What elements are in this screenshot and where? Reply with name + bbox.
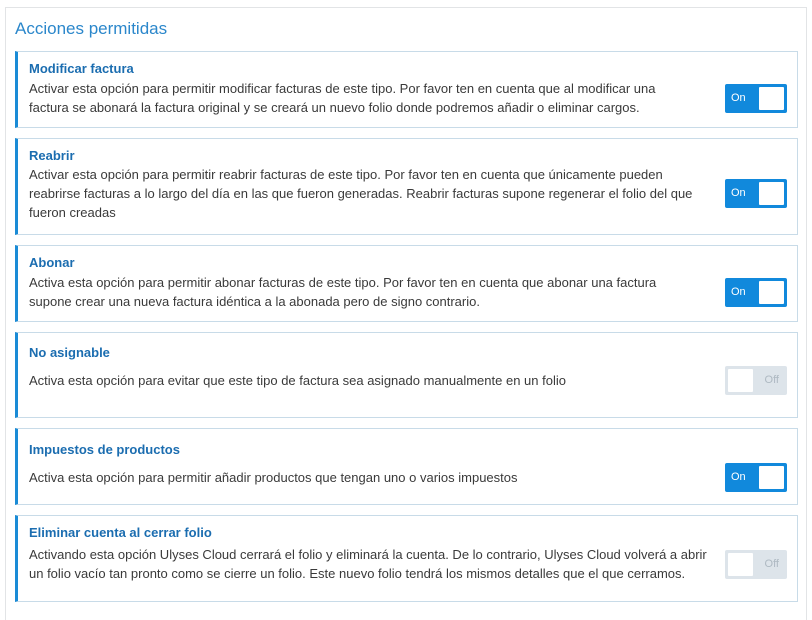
action-description [29, 468, 725, 487]
action-row [29, 459, 787, 495]
description-line: Activa esta opción para evitar que este tipo de factura sea asignado manualmente en un folio [29, 372, 566, 388]
description-line: fueron creadas [29, 205, 116, 220]
action-row [29, 542, 787, 583]
description-line: Activando esta opción Ulyses Cloud cerrará el folio y eliminará la cuenta. De lo contrario, Ulyses Cloud volverá a abrir [29, 547, 707, 562]
description-line: Activar esta opción para permitir modificar facturas de este tipo. Por favor ten en cuenta que al modificar una [29, 81, 656, 96]
description-line: factura se abonará la factura original y se creará un nuevo folio donde podremos añadir o eliminar cargos. [29, 100, 640, 115]
action-card-no-asignable [15, 332, 798, 418]
action-row [29, 272, 787, 312]
toggle-label: On [731, 187, 746, 199]
toggle-knob[interactable] [728, 553, 753, 576]
action-card-eliminar-cuenta [15, 515, 798, 602]
action-row [29, 362, 787, 398]
action-card-impuestos-de-productos [15, 428, 798, 505]
action-card-abonar [15, 245, 798, 322]
toggle-knob[interactable] [759, 466, 784, 489]
toggle-reabrir[interactable] [725, 179, 787, 208]
action-title: Reabrir [29, 148, 75, 163]
action-title: No asignable [29, 345, 110, 360]
action-title: Modificar factura [29, 61, 134, 76]
toggle-label: Off [764, 557, 779, 570]
description-line: reabrirse facturas a lo largo del día en las que fueron generadas. Reabrir facturas supone regenerar el folio del que [29, 186, 693, 201]
toggle-impuestos-de-productos[interactable] [725, 463, 787, 492]
action-row [29, 165, 787, 222]
toggle-label: Off [764, 373, 779, 386]
action-description [29, 545, 725, 583]
action-title: Impuestos de productos [29, 442, 180, 457]
toggle-knob[interactable] [728, 369, 753, 392]
description-line: supone crear una nueva factura idéntica a la abonada pero de signo contrario. [29, 294, 480, 309]
toggle-modificar-factura[interactable] [725, 84, 787, 113]
toggle-label: On [731, 285, 746, 298]
allowed-actions-panel [5, 7, 807, 620]
toggle-no-asignable[interactable] [725, 366, 787, 395]
section-title: Acciones permitidas [15, 19, 168, 38]
toggle-knob[interactable] [759, 281, 784, 304]
toggle-label: On [731, 470, 746, 483]
toggle-abonar[interactable] [725, 278, 787, 307]
toggle-label: On [731, 91, 746, 104]
description-line: un folio vacío tan pronto como se cierre un folio. Este nuevo folio tendrá los mismos detalles que el que cerramos. [29, 566, 686, 581]
action-description [29, 79, 725, 117]
toggle-knob[interactable] [759, 87, 784, 110]
description-line: Activa esta opción para permitir añadir productos que tengan uno o varios impuestos [29, 469, 518, 485]
action-card-modificar-factura [15, 51, 798, 128]
action-title: Abonar [29, 255, 75, 270]
action-title: Eliminar cuenta al cerrar folio [29, 525, 212, 540]
action-card-reabrir [15, 138, 798, 235]
toggle-knob[interactable] [759, 182, 784, 205]
description-line: Activar esta opción para permitir reabrir facturas de este tipo. Por favor ten en cuenta que únicamente pueden [29, 167, 663, 182]
action-description [29, 165, 725, 222]
toggle-eliminar-cuenta[interactable] [725, 550, 787, 579]
action-row [29, 78, 787, 118]
action-description [29, 273, 725, 311]
action-description [29, 371, 725, 390]
description-line: Activa esta opción para permitir abonar facturas de este tipo. Por favor ten en cuenta que abonar una factura [29, 275, 657, 290]
